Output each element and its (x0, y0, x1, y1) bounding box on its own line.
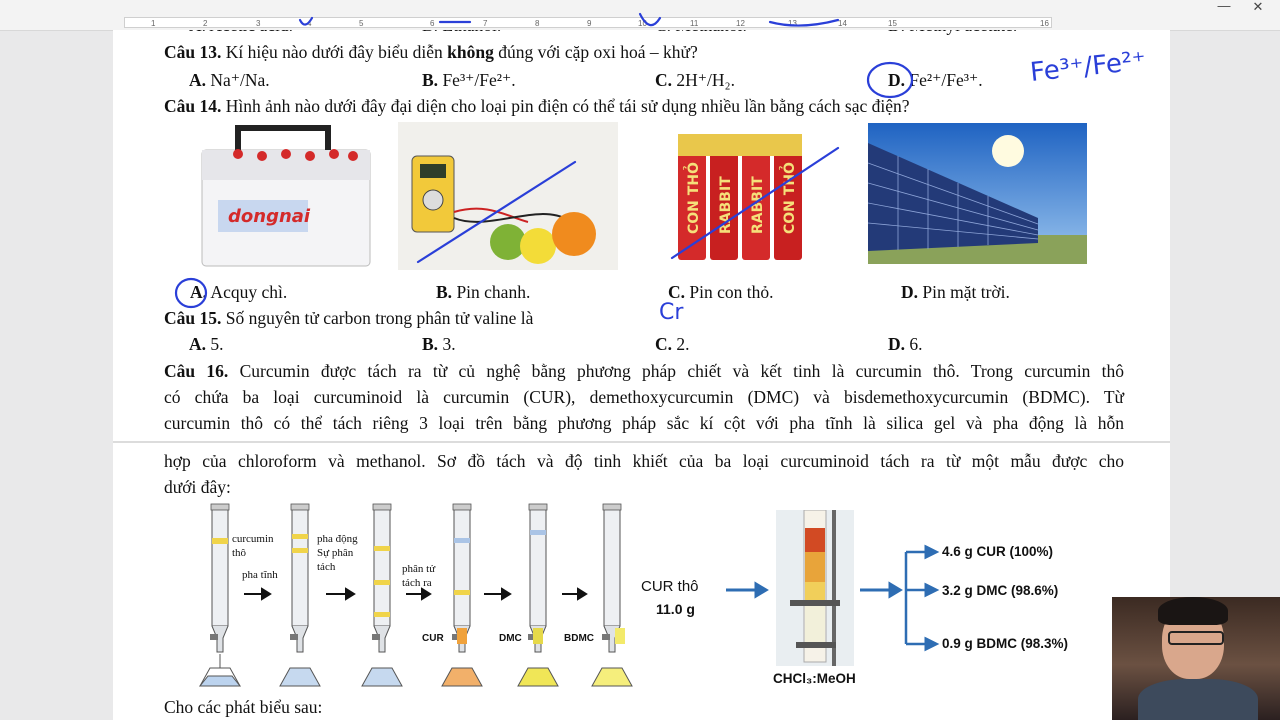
ruler-tick: 9 (587, 19, 592, 28)
crude-label: CUR thô (641, 578, 699, 595)
ruler-tick: 15 (888, 19, 897, 28)
solvent-label: CHCl₃:MeOH (773, 671, 856, 686)
question-16-line-2: có chứa ba loại curcuminoid là curcumin (CUR), demethoxycurcumin (DMC) và bisdemethoxycurcumin (BDMC). Từ (164, 387, 1124, 407)
q14-option-b: B. Pin chanh. (436, 282, 531, 302)
label-dmc: DMC (499, 633, 522, 644)
question-number: Câu 16. (164, 361, 229, 381)
ruler-tick: 4 (307, 19, 312, 28)
question-text: Số nguyên tử carbon trong phân tử valine là (221, 308, 534, 328)
ruler-tick: 2 (203, 19, 208, 28)
ruler-tick: 5 (359, 19, 364, 28)
ruler-tick: 8 (535, 19, 540, 28)
battery-brand-text: dongnai (228, 206, 311, 227)
lemon-battery-image (398, 122, 618, 270)
label-tho: thô (232, 547, 247, 559)
ruler-tick: 13 (788, 19, 797, 28)
handwritten-cr-note: Cr (659, 300, 684, 325)
q13-option-a: A. Na⁺/Na. (189, 70, 270, 90)
q14-option-a: A. Acquy chì. (190, 282, 288, 302)
question-text: Kí hiệu nào dưới đây biểu diễn (221, 42, 448, 62)
result-dmc: 3.2 g DMC (98.6%) (942, 583, 1059, 598)
column-photo (776, 510, 854, 666)
close-button[interactable]: ✕ (1252, 0, 1264, 14)
battery-label: CON THỎ (686, 162, 702, 234)
q13-option-d: D. Fe²⁺/Fe³⁺. (888, 70, 983, 90)
battery-label: CON THỎ (782, 162, 798, 234)
ruler-tick: 3 (256, 19, 261, 28)
ruler (0, 0, 1280, 31)
q13-option-b: B. Fe³⁺/Fe²⁺. (422, 70, 516, 90)
ruler-tick: 12 (736, 19, 745, 28)
label-su-phan: Sự phân (317, 547, 354, 559)
question-16-line-5: dưới đây: (164, 477, 231, 497)
ruler-tick: 16 (1040, 19, 1049, 28)
presenter-shirt (1138, 679, 1258, 720)
question-text: đúng với cặp oxi hoá – khử? (493, 42, 698, 62)
label-pha-dong: pha động (317, 533, 358, 545)
handwritten-fe-note: Fe³⁺/Fe²⁺ (1028, 46, 1148, 88)
battery-label: RABBIT (718, 176, 734, 234)
presenter-glasses (1168, 631, 1224, 645)
label-pha-tinh: pha tĩnh (242, 569, 278, 581)
q15-option-b: B. 3. (422, 334, 456, 354)
result-bdmc: 0.9 g BDMC (98.3%) (942, 636, 1069, 651)
question-number: Câu 14. (164, 96, 222, 116)
label-tach: tách (317, 561, 336, 573)
ruler-tick: 10 (638, 19, 647, 28)
label-phan-tu: phân tử (402, 563, 436, 575)
statements-intro: Cho các phát biểu sau: (164, 697, 323, 717)
rabbit-battery-image (676, 124, 808, 262)
minimize-button[interactable]: — (1217, 0, 1231, 13)
question-14 (164, 95, 910, 117)
crude-mass: 11.0 g (656, 601, 695, 617)
q15-option-a: A. 5. (189, 334, 224, 354)
q14-option-c: C. Pin con thỏ. (668, 282, 774, 302)
label-tach-ra: tách ra (402, 577, 432, 589)
q15-option-d: D. 6. (888, 334, 923, 354)
emphasis: không (447, 42, 494, 62)
question-16-line-1: Câu 16. Curcumin được tách ra từ củ nghệ bằng phương pháp chiết và kết tinh là curcumin thô. Trong curcumin thô (164, 361, 1124, 381)
chromatography-diagram (196, 500, 636, 690)
label-cur: CUR (422, 633, 444, 644)
ruler-tick: 14 (838, 19, 847, 28)
lead-acid-battery-image (198, 122, 374, 270)
question-15 (164, 307, 533, 329)
question-text: Hình ảnh nào dưới đây đại diện cho loại pin điện có thể tái sử dụng nhiều lần bằng cách sạc điện? (221, 96, 910, 116)
result-cur: 4.6 g CUR (100%) (942, 544, 1054, 559)
battery-label: RABBIT (750, 176, 766, 234)
q13-option-c: C. 2H⁺/H₂. (655, 70, 735, 90)
question-16-line-4: hợp của chloroform và methanol. Sơ đồ tách và độ tinh khiết của ba loại curcuminoid tách ra từ một mẫu được cho (164, 451, 1124, 471)
ruler-tick: 11 (690, 19, 699, 28)
ruler-tick: 1 (151, 19, 156, 28)
q14-option-d: D. Pin mặt trời. (901, 282, 1010, 302)
presenter-hair (1158, 597, 1228, 625)
question-13 (164, 41, 698, 63)
webcam-overlay (1112, 597, 1280, 720)
label-curcumin: curcumin (232, 533, 274, 545)
question-number: Câu 13. (164, 42, 222, 62)
question-16-line-3: curcumin thô có thể tách riêng 3 loại trên bằng phương pháp sắc kí cột với pha tĩnh là silica gel và pha động là hỗn (164, 413, 1124, 433)
page-break (113, 441, 1170, 443)
solar-panel-image (868, 123, 1087, 264)
label-bdmc: BDMC (564, 633, 594, 644)
q15-option-c: C. 2. (655, 334, 690, 354)
ruler-tick: 7 (483, 19, 488, 28)
question-number: Câu 15. (164, 308, 222, 328)
ruler-tick: 6 (430, 19, 435, 28)
